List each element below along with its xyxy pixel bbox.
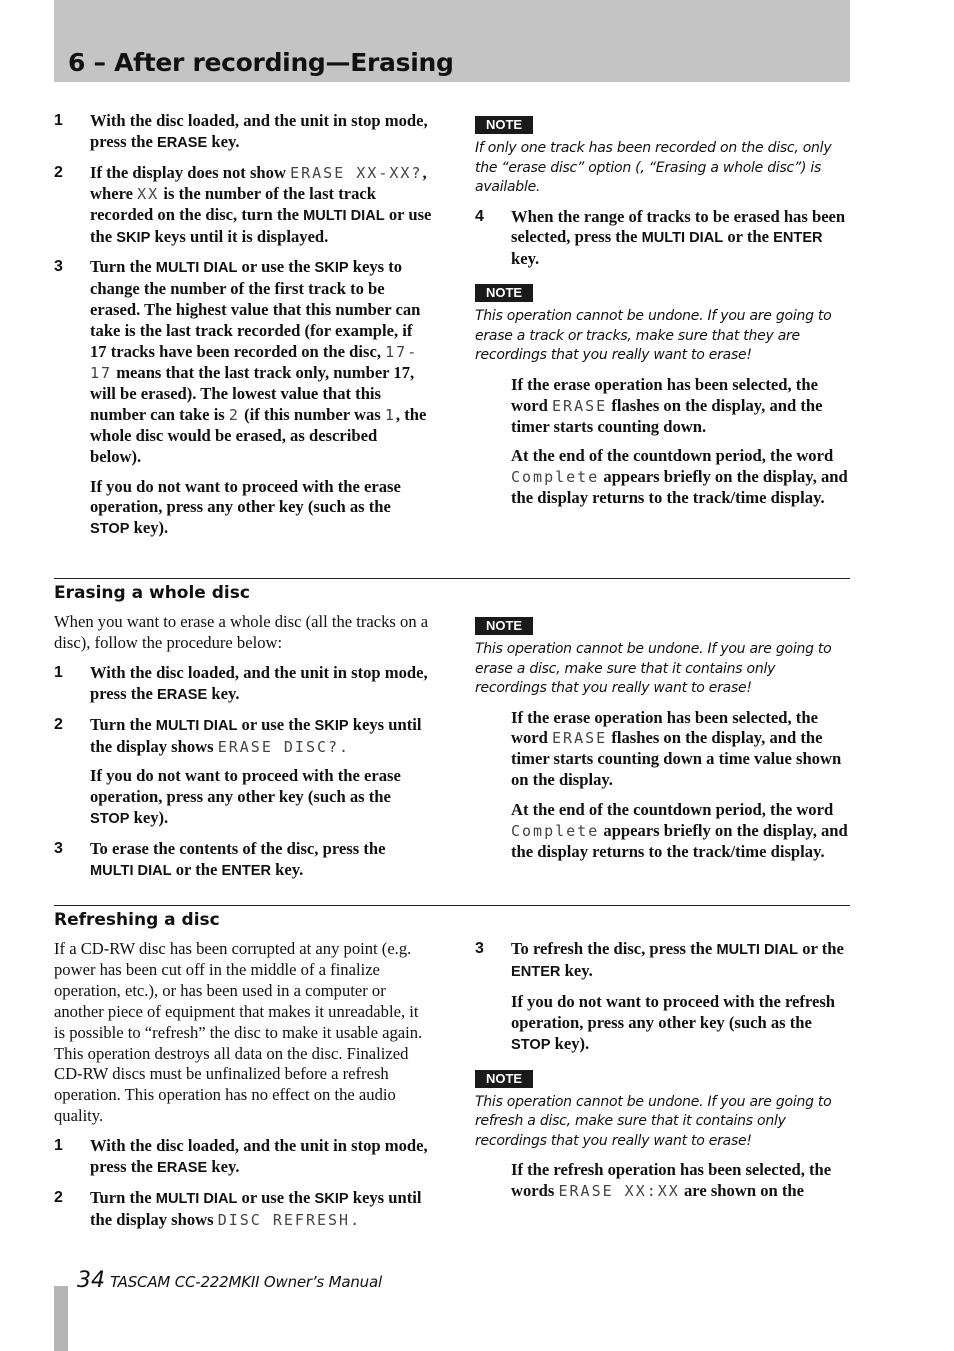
note-badge: NOTE [475,116,533,134]
section-divider [54,578,850,579]
refresh-step-2: 2 Turn the MULTI DIAL or use the SKIP keys until the display shows DISC REFRESH. [54,1187,422,1229]
note-text: This operation cannot be undone. If you are going to refresh a disc, make sure that it contains only recordings that you really want to erase! [475,1093,832,1149]
erase-key: ERASE [157,1160,208,1177]
refresh-step-1: 1 With the disc loaded, and the unit in stop mode, press the ERASE key. [54,1136,428,1177]
note-text: If only one track has been recorded on the disc, only the “erase disc” option (, “Erasing a whole disc”) is available. [475,140,832,195]
lcd-erase: ERASE [552,729,608,748]
enter-key: ENTER [773,230,823,247]
page-footer [77,1268,382,1293]
erase-key: ERASE [157,686,208,703]
erase-disc-complete-paragraph: At the end of the countdown period, the word Complete appears briefly on the display, and the display returns to the track/time display. [511,800,848,861]
erase-disc-step-3: 3 To erase the contents of the disc, press the MULTI DIAL or the ENTER key. [54,839,386,880]
refresh-erase-paragraph: If the refresh operation has been selected, the words ERASE XX:XX are shown on the [511,1160,832,1200]
erase-disc-step-1: 1 With the disc loaded, and the unit in stop mode, press the ERASE key. [54,662,428,703]
erase-disc-left-column [54,612,432,891]
lcd-1: 1 [384,405,396,424]
lcd-erase-xx-xx: ERASE XX:XX [558,1181,680,1200]
erase-key: ERASE [157,134,208,151]
erase-disc-cancel-paragraph: If you do not want to proceed with the erase operation, press any other key (such as the STOP key). [90,766,401,828]
erase-tracks-step-1: 1 With the disc loaded, and the unit in stop mode, press the ERASE key. [54,111,428,151]
enter-key: ENTER [511,963,561,980]
erase-tracks-complete-paragraph: At the end of the countdown period, the word Complete appears briefly on the display, and the display returns to the track/time display. [511,446,848,508]
section-title-erasing-whole-disc: Erasing a whole disc [54,583,250,603]
lcd-erase-disc: ERASE DISC?. [217,737,351,756]
erase-tracks-right-column [475,116,850,518]
lcd-complete: Complete [511,822,600,841]
note-text: This operation cannot be undone. If you are going to erase a track or tracks, make sure that they are recordings that you really want to erase! [475,308,832,364]
chapter-title: 6 – After recording—Erasing [68,48,454,77]
skip-key: SKIP [116,229,151,246]
refresh-left-column [54,939,432,1240]
erase-tracks-flash-paragraph: If the erase operation has been selected, the word ERASE flashes on the display, and the timer starts counting down. [511,374,823,436]
multi-dial-key: MULTI DIAL [303,207,385,224]
erase-disc-flash-paragraph: If the erase operation has been selected, the word ERASE flashes on the display, and the timer starts counting down a time value shown on the display. [511,707,842,790]
refresh-intro: If a CD-RW disc has been corrupted at any point (e.g. power has been cut off in the middle of a finalize operation, etc.), or has been used in a computer or another piece of equipment that makes it unreadable, it is possible to “refresh” the disc to make it usable again. This operation destroys all data on the disc. Finalized CD-RW discs must be unfinalized before a refresh operation. This operation has no effect on the audio quality. [54,939,423,1126]
multi-dial-key: MULTI DIAL [155,717,238,734]
erase-disc-step-2: 2 Turn the MULTI DIAL or use the SKIP keys until the display shows ERASE DISC?. [54,714,422,756]
erase-tracks-step-3: 3 Turn the MULTI DIAL or use the SKIP keys to change the number of the first track to be erased. The highest value that this number can take is the last track recorded (for example, if 17 tracks have been recorded on the disc, 17-17 means that the last track only, number 17, will be erased). The lowest value that this number can take is 2 (if this number was 1, the whole disc would be erased, as described below). [54,257,427,466]
skip-key: SKIP [314,260,349,277]
refresh-cancel-paragraph: If you do not want to proceed with the refresh operation, press any other key (such as the STOP key). [511,991,836,1053]
stop-key: STOP [511,1036,551,1053]
skip-key: SKIP [314,717,349,734]
skip-key: SKIP [314,1190,349,1207]
section-divider [54,905,850,906]
stop-key: STOP [90,521,130,538]
note-badge: NOTE [475,617,533,635]
manual-title: TASCAM CC-222MKII Owner’s Manual [110,1273,382,1291]
erase-tracks-left-column [54,111,432,549]
lcd-erase: ERASE [552,396,608,415]
lcd-erase-xx-xx: ERASE XX-XX? [290,163,423,182]
erase-tracks-cancel-paragraph: If you do not want to proceed with the erase operation, press any other key (such as the STOP key). [90,476,401,538]
multi-dial-key: MULTI DIAL [155,260,238,277]
erase-disc-intro: When you want to erase a whole disc (all the tracks on a disc), follow the procedure below: [54,612,429,652]
refresh-step-3: 3 To refresh the disc, press the MULTI DIAL or the ENTER key. [475,939,844,980]
multi-dial-key: MULTI DIAL [90,863,172,880]
lcd-complete: Complete [511,468,600,487]
multi-dial-key: MULTI DIAL [155,1190,238,1207]
section-title-refreshing-disc: Refreshing a disc [54,910,220,930]
erase-tracks-step-4: 4 When the range of tracks to be erased has been selected, press the MULTI DIAL or the ENTER key. [475,206,846,269]
lcd-2: 2 [228,405,240,424]
enter-key: ENTER [221,863,272,880]
lcd-17-17: 17-17 [90,343,419,382]
lcd-disc-refresh: DISC REFRESH. [217,1210,362,1229]
refresh-right-column [475,939,850,1211]
footer-bar [54,1286,68,1351]
erase-tracks-step-2: 2 If the display does not show ERASE XX-XX?, where XX is the number of the last track recorded on the disc, turn the MULTI DIAL or use the SKIP keys until it is displayed. [54,162,432,246]
stop-key: STOP [90,811,130,828]
multi-dial-key: MULTI DIAL [641,230,724,247]
multi-dial-key: MULTI DIAL [716,942,799,958]
page-number: 34 [77,1268,105,1293]
note-badge: NOTE [475,284,533,302]
note-text: This operation cannot be undone. If you are going to erase a disc, make sure that it contains only recordings that you really want to erase! [475,641,832,696]
erase-disc-right-column [475,617,850,872]
lcd-xx: XX [137,184,160,203]
note-badge: NOTE [475,1070,533,1088]
